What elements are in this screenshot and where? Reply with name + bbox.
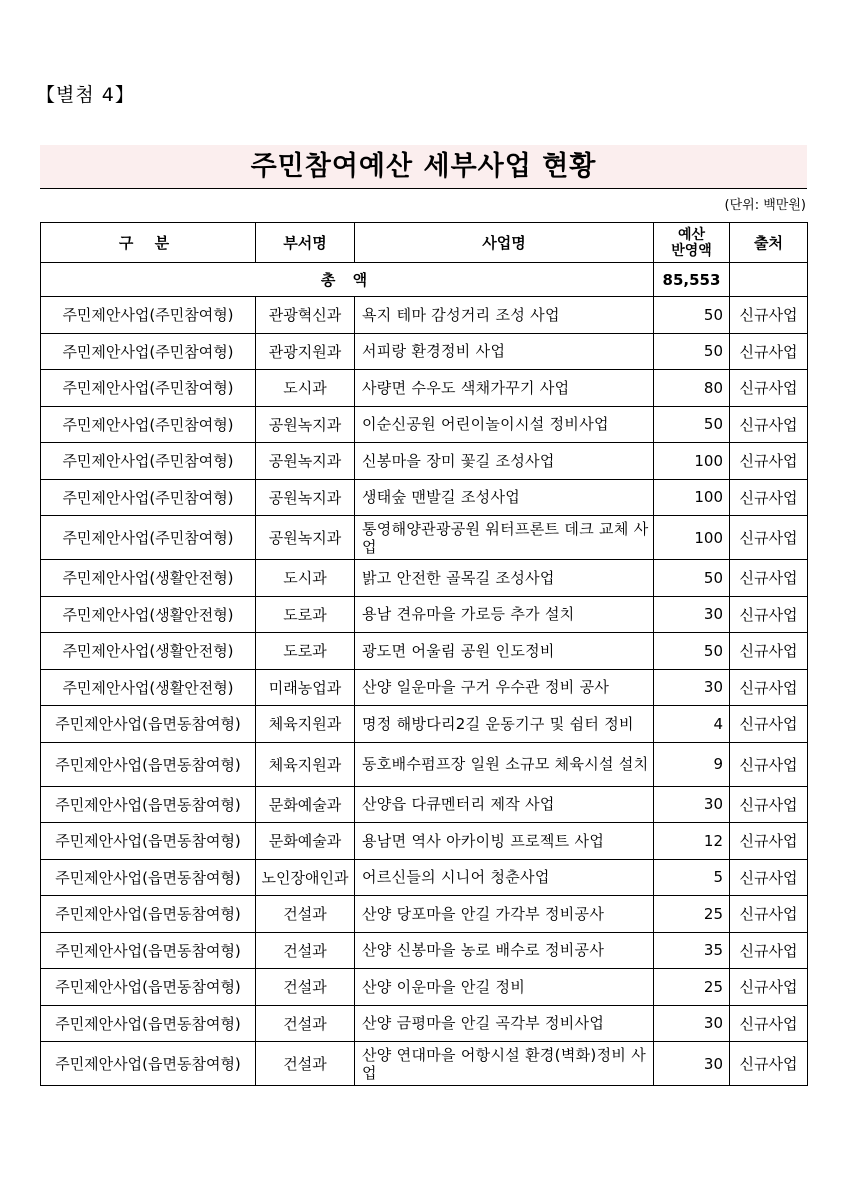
table-row: [41, 742, 808, 786]
row-department: 노인장애인과: [256, 859, 355, 896]
row-source: 신규사업: [730, 1042, 808, 1086]
row-project: 사량면 수우도 색채가꾸기 사업: [355, 370, 654, 407]
row-project: 산양 금평마을 안길 곡각부 정비사업: [355, 1005, 654, 1042]
table-row: [41, 297, 808, 334]
row-category: 주민제안사업(읍면동참여형): [41, 786, 256, 823]
row-department: 문화예술과: [256, 786, 355, 823]
row-department: 미래농업과: [256, 669, 355, 706]
row-department: 공원녹지과: [256, 443, 355, 480]
row-source: 신규사업: [730, 742, 808, 786]
row-amount: 100: [654, 443, 730, 480]
row-amount: 30: [654, 786, 730, 823]
row-amount: 30: [654, 596, 730, 633]
total-source: [730, 263, 808, 297]
row-category: 주민제안사업(생활안전형): [41, 596, 256, 633]
row-amount: 12: [654, 823, 730, 860]
row-project: 산양읍 다큐멘터리 제작 사업: [355, 786, 654, 823]
row-department: 도로과: [256, 633, 355, 670]
row-source: 신규사업: [730, 859, 808, 896]
title-bar: [40, 145, 807, 189]
header-source: 출처: [730, 223, 808, 263]
row-source: 신규사업: [730, 406, 808, 443]
row-category: 주민제안사업(읍면동참여형): [41, 1005, 256, 1042]
row-project: 산양 이운마을 안길 정비: [355, 969, 654, 1006]
table-row: [41, 370, 808, 407]
row-amount: 30: [654, 1042, 730, 1086]
row-department: 체육지원과: [256, 706, 355, 743]
row-department: 관광혁신과: [256, 297, 355, 334]
row-source: 신규사업: [730, 516, 808, 560]
row-category: 주민제안사업(읍면동참여형): [41, 742, 256, 786]
row-source: 신규사업: [730, 333, 808, 370]
row-project: 산양 연대마을 어항시설 환경(벽화)정비 사업: [355, 1042, 654, 1086]
row-project: 생태숲 맨발길 조성사업: [355, 479, 654, 516]
row-amount: 30: [654, 669, 730, 706]
row-department: 건설과: [256, 932, 355, 969]
table-row: [41, 969, 808, 1006]
row-category: 주민제안사업(생활안전형): [41, 560, 256, 597]
row-amount: 25: [654, 896, 730, 933]
row-category: 주민제안사업(읍면동참여형): [41, 896, 256, 933]
table-row: [41, 633, 808, 670]
row-source: 신규사업: [730, 896, 808, 933]
row-department: 건설과: [256, 1042, 355, 1086]
row-category: 주민제안사업(읍면동참여형): [41, 706, 256, 743]
row-department: 문화예술과: [256, 823, 355, 860]
table-row: [41, 333, 808, 370]
table-row: [41, 669, 808, 706]
row-department: 체육지원과: [256, 742, 355, 786]
table-row: [41, 859, 808, 896]
row-department: 공원녹지과: [256, 479, 355, 516]
row-project: 산양 당포마을 안길 가각부 정비공사: [355, 896, 654, 933]
attachment-label: 【별첨 4】: [36, 84, 135, 106]
row-department: 도로과: [256, 596, 355, 633]
header-row: [41, 223, 808, 263]
row-amount: 35: [654, 932, 730, 969]
table-row: [41, 1042, 808, 1086]
row-category: 주민제안사업(읍면동참여형): [41, 1042, 256, 1086]
row-category: 주민제안사업(주민참여형): [41, 297, 256, 334]
row-project: 용남면 역사 아카이빙 프로젝트 사업: [355, 823, 654, 860]
budget-table: [40, 222, 808, 1086]
row-source: 신규사업: [730, 596, 808, 633]
table-row: [41, 596, 808, 633]
total-label: 총 액: [41, 263, 654, 297]
row-amount: 100: [654, 479, 730, 516]
row-category: 주민제안사업(주민참여형): [41, 370, 256, 407]
row-category: 주민제안사업(읍면동참여형): [41, 823, 256, 860]
row-category: 주민제안사업(주민참여형): [41, 406, 256, 443]
row-project: 동호배수펌프장 일원 소규모 체육시설 설치: [355, 742, 654, 786]
header-category: 구 분: [41, 223, 256, 263]
table-row: [41, 932, 808, 969]
row-project: 욕지 테마 감성거리 조성 사업: [355, 297, 654, 334]
row-department: 건설과: [256, 896, 355, 933]
table-row: [41, 479, 808, 516]
table-row: [41, 560, 808, 597]
row-amount: 80: [654, 370, 730, 407]
row-source: 신규사업: [730, 560, 808, 597]
table-row: [41, 896, 808, 933]
row-department: 도시과: [256, 560, 355, 597]
header-budget: 예산 반영액: [654, 223, 730, 263]
table-row: [41, 406, 808, 443]
row-project: 어르신들의 시니어 청춘사업: [355, 859, 654, 896]
header-department: 부서명: [256, 223, 355, 263]
row-project: 명정 해방다리2길 운동기구 및 쉼터 정비: [355, 706, 654, 743]
row-department: 공원녹지과: [256, 516, 355, 560]
row-source: 신규사업: [730, 370, 808, 407]
row-category: 주민제안사업(읍면동참여형): [41, 859, 256, 896]
row-source: 신규사업: [730, 669, 808, 706]
page-title: 주민참여예산 세부사업 현황: [250, 151, 597, 182]
row-category: 주민제안사업(주민참여형): [41, 333, 256, 370]
table-row: [41, 1005, 808, 1042]
row-project: 통영해양관광공원 워터프론트 데크 교체 사업: [355, 516, 654, 560]
row-amount: 50: [654, 333, 730, 370]
row-project: 서피랑 환경정비 사업: [355, 333, 654, 370]
row-project: 산양 신봉마을 농로 배수로 정비공사: [355, 932, 654, 969]
row-source: 신규사업: [730, 297, 808, 334]
row-project: 용남 견유마을 가로등 추가 설치: [355, 596, 654, 633]
row-department: 건설과: [256, 1005, 355, 1042]
row-source: 신규사업: [730, 969, 808, 1006]
row-amount: 50: [654, 633, 730, 670]
row-category: 주민제안사업(읍면동참여형): [41, 969, 256, 1006]
row-category: 주민제안사업(읍면동참여형): [41, 932, 256, 969]
row-source: 신규사업: [730, 786, 808, 823]
total-row: [41, 263, 808, 297]
row-category: 주민제안사업(주민참여형): [41, 443, 256, 480]
row-project: 이순신공원 어린이놀이시설 정비사업: [355, 406, 654, 443]
row-project: 산양 일운마을 구거 우수관 정비 공사: [355, 669, 654, 706]
table-row: [41, 706, 808, 743]
row-amount: 50: [654, 406, 730, 443]
table-row: [41, 786, 808, 823]
row-category: 주민제안사업(주민참여형): [41, 479, 256, 516]
row-source: 신규사업: [730, 706, 808, 743]
row-department: 건설과: [256, 969, 355, 1006]
row-source: 신규사업: [730, 1005, 808, 1042]
total-amount: 85,553: [654, 263, 730, 297]
row-category: 주민제안사업(생활안전형): [41, 633, 256, 670]
row-amount: 100: [654, 516, 730, 560]
row-department: 관광지원과: [256, 333, 355, 370]
row-source: 신규사업: [730, 443, 808, 480]
row-category: 주민제안사업(생활안전형): [41, 669, 256, 706]
row-department: 공원녹지과: [256, 406, 355, 443]
row-department: 도시과: [256, 370, 355, 407]
row-amount: 50: [654, 560, 730, 597]
row-amount: 4: [654, 706, 730, 743]
row-source: 신규사업: [730, 633, 808, 670]
row-source: 신규사업: [730, 823, 808, 860]
table-row: [41, 516, 808, 560]
table-row: [41, 443, 808, 480]
row-project: 밝고 안전한 골목길 조성사업: [355, 560, 654, 597]
row-amount: 50: [654, 297, 730, 334]
row-amount: 5: [654, 859, 730, 896]
row-amount: 9: [654, 742, 730, 786]
unit-label: (단위: 백만원): [724, 198, 806, 213]
table-row: [41, 823, 808, 860]
row-category: 주민제안사업(주민참여형): [41, 516, 256, 560]
row-source: 신규사업: [730, 479, 808, 516]
row-project: 신봉마을 장미 꽃길 조성사업: [355, 443, 654, 480]
row-amount: 25: [654, 969, 730, 1006]
row-source: 신규사업: [730, 932, 808, 969]
row-project: 광도면 어울림 공원 인도정비: [355, 633, 654, 670]
row-amount: 30: [654, 1005, 730, 1042]
header-project: 사업명: [355, 223, 654, 263]
